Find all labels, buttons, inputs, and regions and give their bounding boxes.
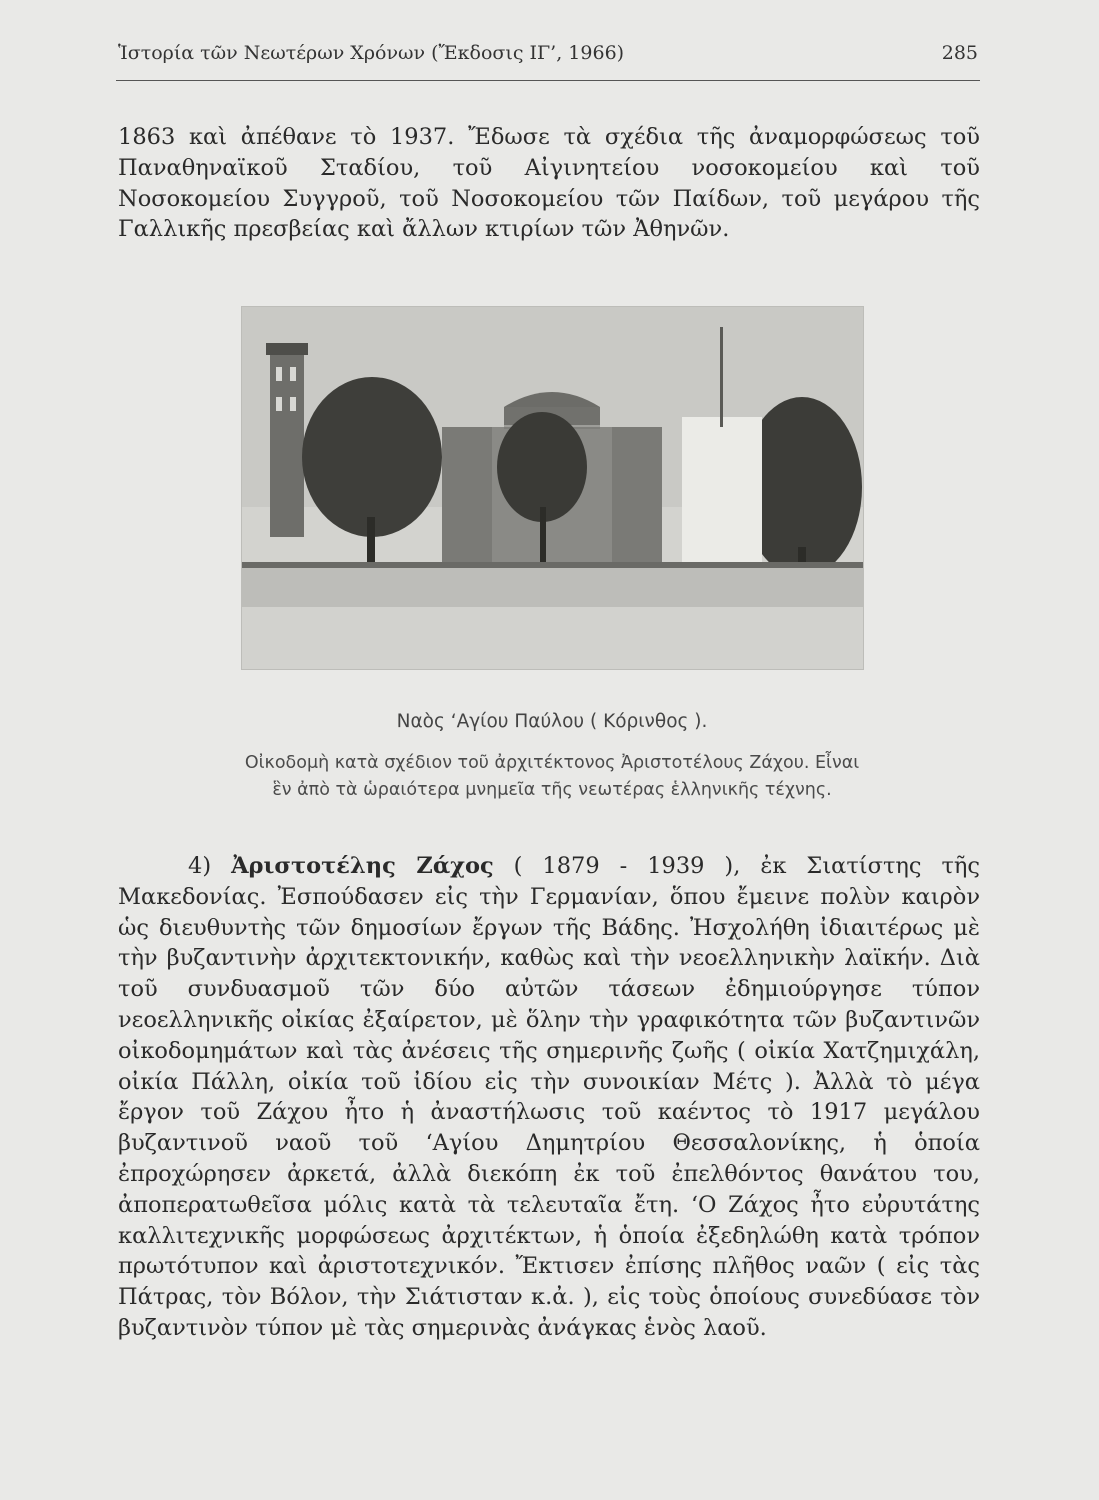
photo-illustration — [242, 307, 863, 669]
figure-caption-body: Οἰκοδομὴ κατὰ σχέδιον τοῦ ἀρχιτέκτονος Ἀριστοτέλους Ζάχου. Εἶναι ἓν ἀπὸ τὰ ὡραιότερα μνημεῖα τῆς νεωτέρας ἑλληνικῆς τέχνης. — [244, 753, 860, 800]
paragraph-1: 1863 καὶ ἀπέθανε τὸ 1937. Ἔδωσε τὰ σχέδια τῆς ἀναμορφώσεως τοῦ Παναθηναϊκοῦ Σταδίου, τοῦ Αἰγινητείου νοσοκομείου καὶ τοῦ Νοσοκομείου Συγγροῦ, τοῦ Νοσοκομείου τῶν Παίδων, τοῦ μεγάρου τῆς Γαλλικῆς πρεσβείας καὶ ἄλλων κτιρίων τῶν Ἀθηνῶν. — [118, 124, 980, 243]
tree-left — [302, 377, 442, 537]
page-number: 285 — [941, 42, 978, 64]
paragraph-2 — [118, 851, 980, 1344]
item-number: 4) — [188, 853, 212, 879]
flagpole — [720, 327, 723, 427]
white-building — [682, 417, 762, 587]
church-photograph — [241, 306, 864, 670]
running-header — [118, 42, 978, 64]
tree-center — [497, 412, 587, 522]
header-rule — [116, 80, 980, 81]
figure-caption-title: Ναὸς ‘Αγίου Παύλου ( Κόρινθος ). — [396, 711, 708, 732]
paragraph-2-text: ( 1879 - 1939 ), ἐκ Σιατίστης τῆς Μακεδονίας. Ἐσπούδασεν εἰς τὴν Γερμανίαν, ὅπου ἔμεινε πολὺν καιρὸν ὡς διευθυντὴς τῶν δημοσίων ἔργων τῆς Βάδης. Ἠσχολήθη ἰδιαιτέρως μὲ τὴν βυζαντινὴν ἀρχιτεκτονικήν, καθὼς καὶ τὴν νεοελληνικὴν λαϊκήν. Διὰ τοῦ συνδυασμοῦ τῶν δύο αὐτῶν τάσεων ἐδημιούργησε τύπον νεοελληνικῆς οἰκίας ἐξαίρετον, μὲ ὅλην τὴν γραφικότητα τῶν βυζαντινῶν οἰκοδομημάτων καὶ τὰς ἀνέσεις τῆς σημερινῆς ζωῆς ( οἰκία Χατζημιχάλη, οἰκία Πάλλη, οἰκία τοῦ ἰδίου εἰς τὴν συνοικίαν Μέτς ). Ἀλλὰ τὸ μέγα ἔργον τοῦ Ζάχου ἦτο ἡ ἀναστήλωσις τοῦ καέντος τὸ 1917 μεγάλου βυζαντινοῦ ναοῦ τοῦ ‘Αγίου Δημητρίου Θεσσαλονίκης, ἡ ὁποία ἐπροχώρησεν ἀρκετά, ἀλλὰ διεκόπη ἐκ τοῦ ἐπελθόντος θανάτου του, ἀποπερατωθεῖσα μόλις κατὰ τὰ τελευταῖα ἔτη. ‘Ο Ζάχος ἦτο εὐρυτάτης καλλιτεχνικῆς μορφώσεως ἀρχιτέκτων, ἡ ὁποία ἐξεδηλώθη κατὰ τρόπον πρωτότυπον καὶ ἀριστοτεχνικόν. Ἔκτισεν ἐπίσης πλῆθος ναῶν ( εἰς τὰς Πάτρας, τὸν Βόλον, τὴν Σιάτισταν κ.ἀ. ), εἰς τοὺς ὁποίους συνεδύασε τὸν βυζαντινὸν τύπον μὲ τὰς σημερινὰς ἀνάγκας ἑνὸς λαοῦ. — [118, 853, 981, 1341]
tower-shape — [270, 347, 304, 537]
running-title: Ἱστορία τῶν Νεωτέρων Χρόνων (Ἔκδοσις ΙΓ’, 1966) — [118, 42, 625, 64]
architect-name: Ἀριστοτέλης Ζάχος — [231, 853, 494, 879]
